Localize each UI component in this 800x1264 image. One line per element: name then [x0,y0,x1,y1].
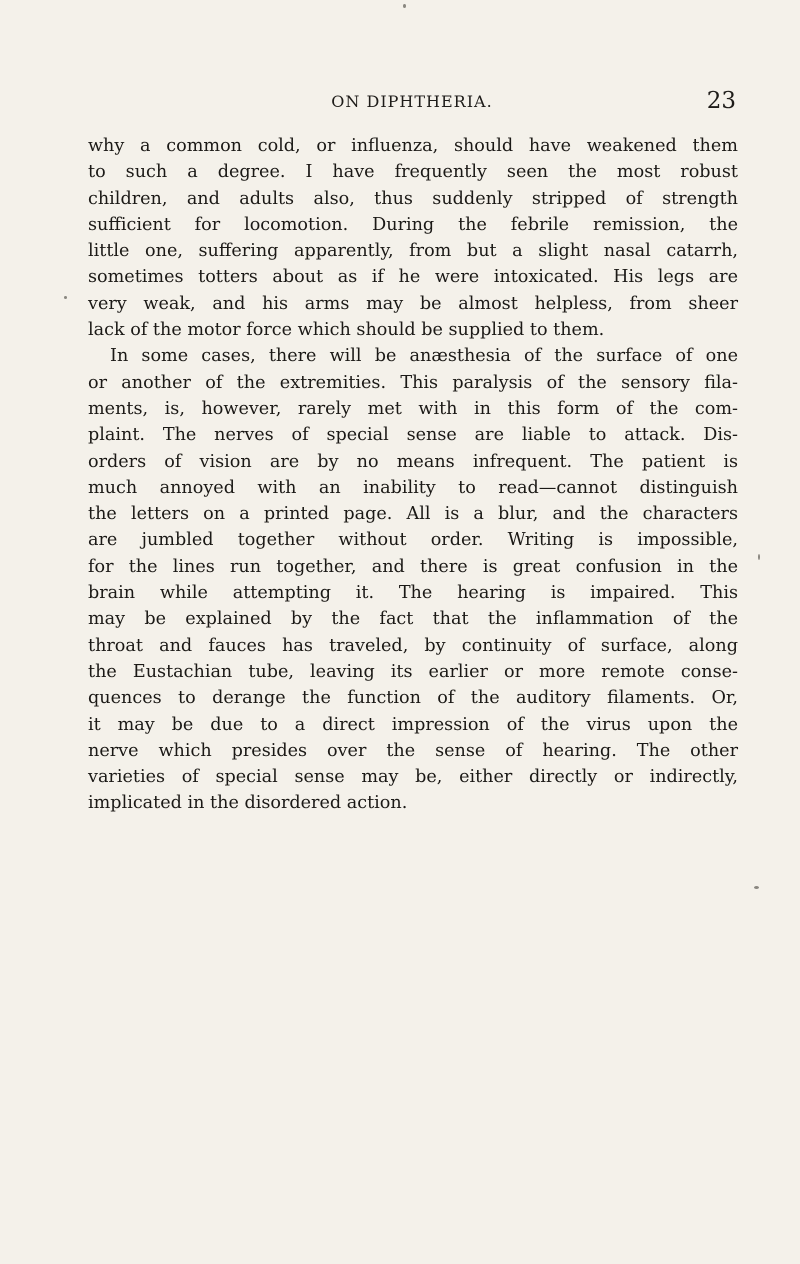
text-line: orders of vision are by no means infrequent. The patient is [88,451,738,472]
text-line: varieties of special sense may be, either directly or indirectly, [88,767,738,788]
text-line: the Eustachian tube, leaving its earlier or more remote conse- [88,661,738,682]
running-head-title: ON DIPHTHERIA. [331,92,493,111]
text-line: children, and adults also, thus suddenly stripped of strength [88,188,738,209]
paper-speck [754,886,759,889]
text-line: why a common cold, or influenza, should have weakened them [88,136,738,156]
text-line: little one, suffering apparently, from but a slight nasal catarrh, [88,241,738,262]
text-line: implicated in the disordered action. [88,793,408,814]
page-number: 23 [706,88,736,114]
text-line: sometimes totters about as if he were intoxicated. His legs are [88,267,738,288]
running-head [88,88,736,116]
text-line: nerve which presides over the sense of hearing. The other [88,740,738,761]
text-line: are jumbled together without order. Writing is impossible, [88,530,738,551]
text-line: quences to derange the function of the auditory filaments. Or, [88,688,738,709]
text-line: sufficient for locomotion. During the febrile remission, the [88,214,738,235]
text-line: much annoyed with an inability to read—cannot distinguish [88,477,738,498]
text-line: throat and fauces has traveled, by continuity of surface, along [88,635,738,656]
text-line: or another of the extremities. This paralysis of the sensory fila- [88,372,738,393]
text-line: brain while attempting it. The hearing is impaired. This [88,583,738,604]
text-line: lack of the motor force which should be supplied to them. [88,320,605,341]
text-line: plaint. The nerves of special sense are liable to attack. Dis- [88,425,738,446]
body-text [88,133,738,817]
paper-speck [758,554,760,560]
paper-speck [403,4,406,8]
text-line: it may be due to a direct impression of the virus upon the [88,714,738,735]
text-line: ments, is, however, rarely met with in this form of the com- [88,398,738,419]
text-line: very weak, and his arms may be almost helpless, from sheer [88,293,738,314]
text-line: In some cases, there will be anæsthesia of the surface of one [110,346,738,367]
paper-speck [64,296,67,299]
text-line: to such a degree. I have frequently seen the most robust [88,162,738,183]
text-line: the letters on a printed page. All is a blur, and the characters [88,504,738,525]
text-line: for the lines run together, and there is great confusion in the [88,556,738,577]
text-line: may be explained by the fact that the inflammation of the [88,609,738,630]
